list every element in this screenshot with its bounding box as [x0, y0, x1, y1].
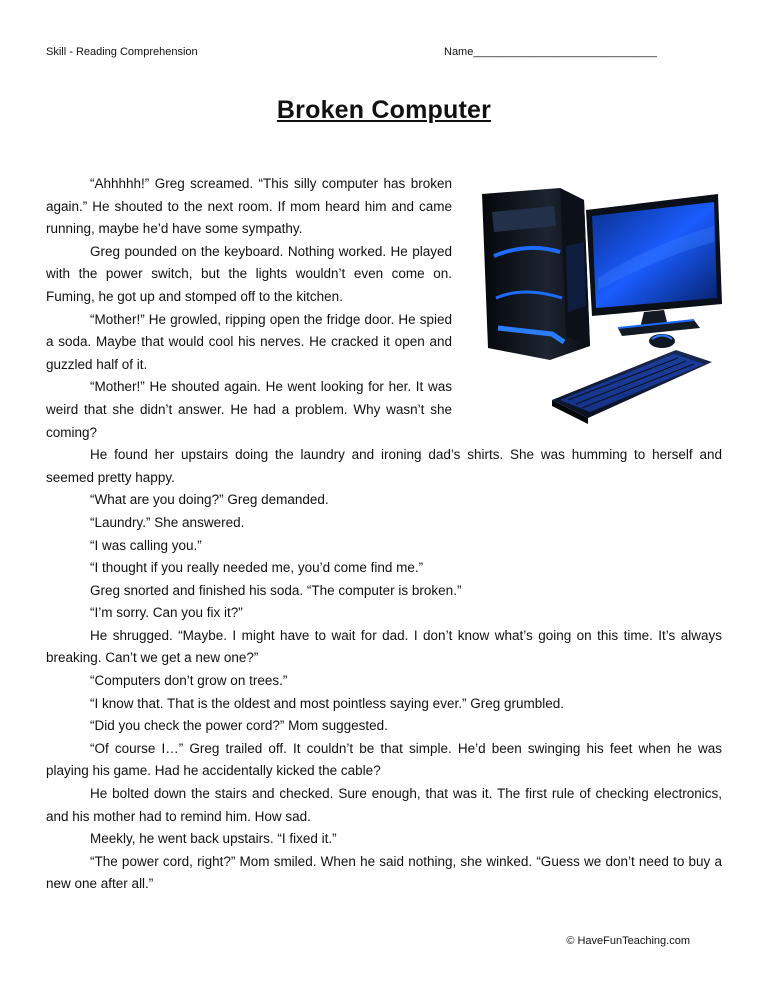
page-header: [46, 46, 722, 62]
paragraph: “Did you check the power cord?” Mom suggested.: [90, 718, 388, 734]
paragraph: “Mother!” He shouted again. He went looking for her. It was weird that she didn’t answer. He had a problem. Why wasn’t she coming?: [46, 379, 452, 440]
paragraph: He found her upstairs doing the laundry and ironing dad’s shirts. She was humming to herself and seemed pretty happy.: [46, 447, 722, 485]
story-text: [46, 173, 722, 896]
paragraph: “Computers don’t grow on trees.”: [90, 673, 288, 689]
paragraph: “What are you doing?” Greg demanded.: [90, 492, 329, 508]
paragraph: Greg pounded on the keyboard. Nothing worked. He played with the power switch, but the lights wouldn’t even come on. Fuming, he got up and stomped off to the kitchen.: [46, 243, 452, 304]
skill-label: Skill - Reading Comprehension: [46, 46, 198, 58]
paragraph: “I know that. That is the oldest and most pointless saying ever.” Greg grumbled.: [90, 695, 564, 711]
paragraph: “Of course I…” Greg trailed off. It couldn’t be that simple. He’d been swinging his feet when he was playing his game. Had he accidentally kicked the cable?: [46, 740, 722, 779]
name-field-label: Name______________________________: [444, 46, 657, 58]
paragraph: Greg snorted and finished his soda. “The computer is broken.”: [90, 582, 462, 598]
paragraph: “Mother!” He growled, ripping open the fridge door. He spied a soda. Maybe that would cool his nerves. He cracked it open and guzzled half of it.: [46, 311, 452, 372]
paragraph: He shrugged. “Maybe. I might have to wait for dad. I don’t know what’s going on this time. It’s always breaking. Can’t we get a new one?”: [46, 627, 722, 666]
page-title: Broken Computer: [276, 96, 492, 124]
paragraph: “I was calling you.”: [90, 537, 202, 553]
copyright-footer: © HaveFunTeaching.com: [566, 935, 690, 947]
paragraph: Meekly, he went back upstairs. “I fixed it.”: [90, 831, 337, 847]
paragraph: “I thought if you really needed me, you’d come find me.”: [90, 560, 424, 576]
paragraph: “The power cord, right?” Mom smiled. When he said nothing, she winked. “Guess we don’t need to buy a new one after all.”: [46, 853, 722, 892]
paragraph: He bolted down the stairs and checked. Sure enough, that was it. The first rule of checking electronics, and his mother had to remind him. How sad.: [46, 786, 722, 824]
paragraph: “Ahhhhh!” Greg screamed. “This silly computer has broken again.” He shouted to the next room. If mom heard him and came running, maybe he’d have some sympathy.: [46, 176, 452, 237]
paragraph: “I’m sorry. Can you fix it?”: [90, 605, 243, 621]
paragraph: “Laundry.” She answered.: [90, 514, 245, 530]
